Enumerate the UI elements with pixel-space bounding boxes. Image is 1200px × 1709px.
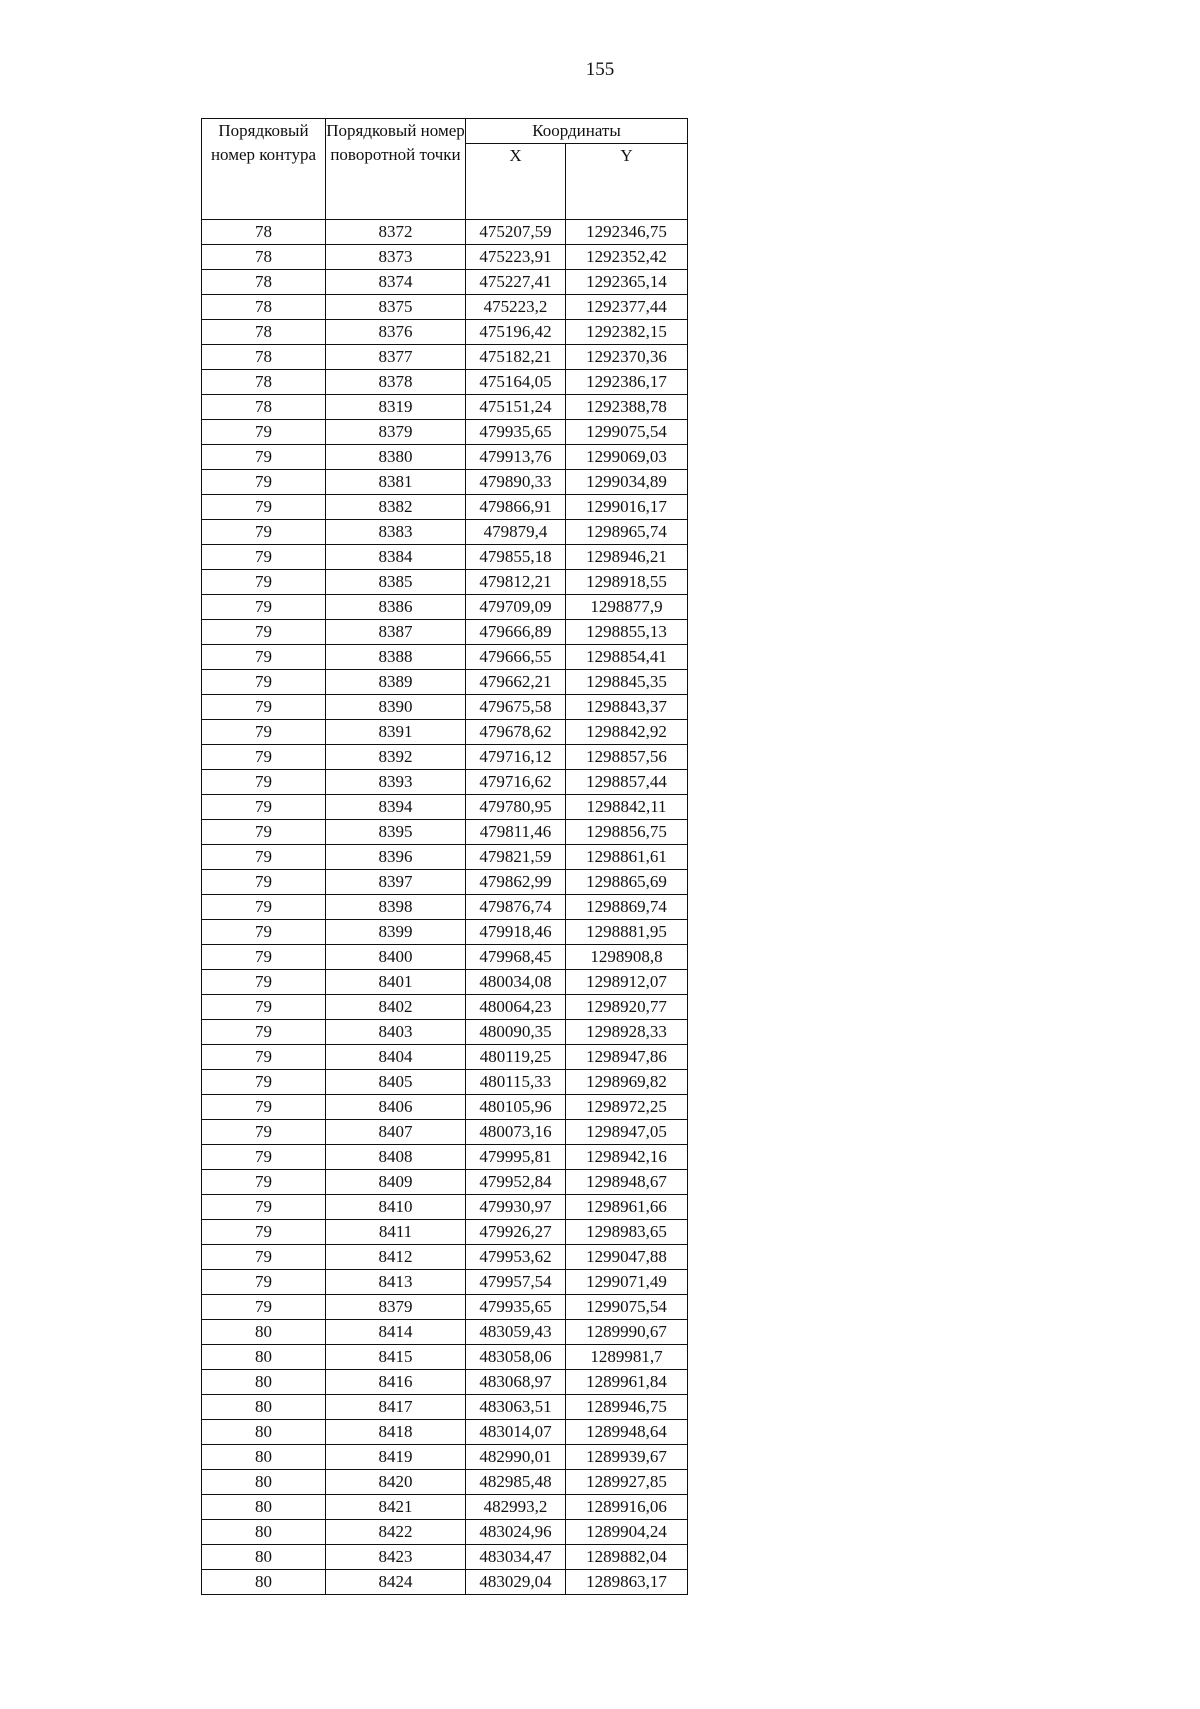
table-row — [202, 1220, 688, 1245]
cell-contour-number: 80 — [202, 1370, 326, 1395]
table-row — [202, 1345, 688, 1370]
cell-contour-number: 79 — [202, 1120, 326, 1145]
cell-contour-number: 78 — [202, 270, 326, 295]
cell-y: 1298877,9 — [566, 595, 688, 620]
cell-point-number: 8406 — [326, 1095, 466, 1120]
cell-point-number: 8382 — [326, 495, 466, 520]
cell-contour-number: 79 — [202, 770, 326, 795]
table-row — [202, 795, 688, 820]
cell-x: 479709,09 — [466, 595, 566, 620]
cell-x: 483059,43 — [466, 1320, 566, 1345]
cell-x: 479876,74 — [466, 895, 566, 920]
table-row — [202, 1395, 688, 1420]
cell-x: 480090,35 — [466, 1020, 566, 1045]
table-row — [202, 270, 688, 295]
cell-contour-number: 79 — [202, 695, 326, 720]
table-row — [202, 470, 688, 495]
cell-y: 1292386,17 — [566, 370, 688, 395]
cell-x: 479995,81 — [466, 1145, 566, 1170]
cell-contour-number: 80 — [202, 1345, 326, 1370]
cell-y: 1298845,35 — [566, 670, 688, 695]
cell-point-number: 8381 — [326, 470, 466, 495]
cell-point-number: 8378 — [326, 370, 466, 395]
cell-contour-number: 80 — [202, 1470, 326, 1495]
cell-x: 480064,23 — [466, 995, 566, 1020]
cell-contour-number: 80 — [202, 1420, 326, 1445]
cell-contour-number: 79 — [202, 495, 326, 520]
cell-y: 1299047,88 — [566, 1245, 688, 1270]
cell-x: 483058,06 — [466, 1345, 566, 1370]
cell-y: 1292365,14 — [566, 270, 688, 295]
cell-y: 1298856,75 — [566, 820, 688, 845]
cell-y: 1299069,03 — [566, 445, 688, 470]
table-header — [202, 119, 688, 220]
cell-x: 479879,4 — [466, 520, 566, 545]
cell-x: 479953,62 — [466, 1245, 566, 1270]
cell-x: 479913,76 — [466, 445, 566, 470]
cell-contour-number: 79 — [202, 1220, 326, 1245]
cell-point-number: 8416 — [326, 1370, 466, 1395]
cell-point-number: 8423 — [326, 1545, 466, 1570]
cell-contour-number: 79 — [202, 1070, 326, 1095]
cell-x: 483068,97 — [466, 1370, 566, 1395]
cell-x: 479662,21 — [466, 670, 566, 695]
cell-point-number: 8414 — [326, 1320, 466, 1345]
cell-y: 1298869,74 — [566, 895, 688, 920]
cell-contour-number: 79 — [202, 1270, 326, 1295]
cell-y: 1298918,55 — [566, 570, 688, 595]
cell-point-number: 8413 — [326, 1270, 466, 1295]
cell-contour-number: 79 — [202, 1170, 326, 1195]
cell-contour-number: 79 — [202, 1020, 326, 1045]
cell-y: 1289948,64 — [566, 1420, 688, 1445]
cell-point-number: 8383 — [326, 520, 466, 545]
cell-point-number: 8397 — [326, 870, 466, 895]
cell-point-number: 8386 — [326, 595, 466, 620]
table-row — [202, 520, 688, 545]
cell-x: 479952,84 — [466, 1170, 566, 1195]
cell-x: 479957,54 — [466, 1270, 566, 1295]
cell-x: 475196,42 — [466, 320, 566, 345]
table-row — [202, 695, 688, 720]
table-row — [202, 1495, 688, 1520]
cell-point-number: 8385 — [326, 570, 466, 595]
cell-point-number: 8394 — [326, 795, 466, 820]
cell-y: 1299075,54 — [566, 420, 688, 445]
cell-x: 475223,91 — [466, 245, 566, 270]
cell-y: 1292382,15 — [566, 320, 688, 345]
cell-contour-number: 79 — [202, 870, 326, 895]
table-row — [202, 570, 688, 595]
cell-y: 1298865,69 — [566, 870, 688, 895]
table-row — [202, 995, 688, 1020]
cell-y: 1298854,41 — [566, 645, 688, 670]
table-row — [202, 920, 688, 945]
cell-point-number: 8404 — [326, 1045, 466, 1070]
cell-contour-number: 79 — [202, 845, 326, 870]
table-row — [202, 1020, 688, 1045]
cell-contour-number: 79 — [202, 1095, 326, 1120]
table-row — [202, 1320, 688, 1345]
cell-point-number: 8424 — [326, 1570, 466, 1595]
cell-x: 482993,2 — [466, 1495, 566, 1520]
cell-point-number: 8407 — [326, 1120, 466, 1145]
cell-contour-number: 79 — [202, 570, 326, 595]
cell-y: 1298842,11 — [566, 795, 688, 820]
cell-x: 480115,33 — [466, 1070, 566, 1095]
cell-y: 1298855,13 — [566, 620, 688, 645]
cell-contour-number: 79 — [202, 920, 326, 945]
cell-contour-number: 79 — [202, 720, 326, 745]
cell-y: 1298843,37 — [566, 695, 688, 720]
cell-contour-number: 79 — [202, 545, 326, 570]
cell-x: 479890,33 — [466, 470, 566, 495]
cell-contour-number: 78 — [202, 220, 326, 245]
table-row — [202, 670, 688, 695]
cell-point-number: 8403 — [326, 1020, 466, 1045]
cell-point-number: 8396 — [326, 845, 466, 870]
cell-x: 479862,99 — [466, 870, 566, 895]
cell-y: 1298920,77 — [566, 995, 688, 1020]
cell-x: 483034,47 — [466, 1545, 566, 1570]
cell-point-number: 8419 — [326, 1445, 466, 1470]
cell-contour-number: 78 — [202, 245, 326, 270]
cell-y: 1292352,42 — [566, 245, 688, 270]
cell-point-number: 8393 — [326, 770, 466, 795]
table-body — [202, 220, 688, 1595]
cell-y: 1298912,07 — [566, 970, 688, 995]
cell-x: 483029,04 — [466, 1570, 566, 1595]
cell-contour-number: 79 — [202, 745, 326, 770]
cell-contour-number: 79 — [202, 945, 326, 970]
cell-contour-number: 80 — [202, 1570, 326, 1595]
table-row — [202, 970, 688, 995]
cell-point-number: 8422 — [326, 1520, 466, 1545]
cell-x: 479678,62 — [466, 720, 566, 745]
cell-x: 479666,89 — [466, 620, 566, 645]
table-row — [202, 1520, 688, 1545]
cell-point-number: 8415 — [326, 1345, 466, 1370]
cell-y: 1298881,95 — [566, 920, 688, 945]
cell-y: 1298947,86 — [566, 1045, 688, 1070]
cell-contour-number: 79 — [202, 445, 326, 470]
cell-x: 479812,21 — [466, 570, 566, 595]
cell-point-number: 8405 — [326, 1070, 466, 1095]
cell-y: 1289990,67 — [566, 1320, 688, 1345]
cell-contour-number: 79 — [202, 1195, 326, 1220]
cell-x: 479666,55 — [466, 645, 566, 670]
cell-point-number: 8377 — [326, 345, 466, 370]
cell-contour-number: 79 — [202, 620, 326, 645]
cell-y: 1298842,92 — [566, 720, 688, 745]
cell-point-number: 8379 — [326, 1295, 466, 1320]
cell-contour-number: 79 — [202, 795, 326, 820]
cell-y: 1289927,85 — [566, 1470, 688, 1495]
cell-contour-number: 78 — [202, 395, 326, 420]
cell-contour-number: 79 — [202, 1145, 326, 1170]
header-coordinates: Координаты — [466, 119, 688, 144]
table-row — [202, 820, 688, 845]
cell-y: 1298972,25 — [566, 1095, 688, 1120]
cell-contour-number: 79 — [202, 1245, 326, 1270]
cell-point-number: 8417 — [326, 1395, 466, 1420]
table-row — [202, 1070, 688, 1095]
cell-contour-number: 79 — [202, 895, 326, 920]
cell-point-number: 8411 — [326, 1220, 466, 1245]
cell-point-number: 8409 — [326, 1170, 466, 1195]
table-row — [202, 645, 688, 670]
header-contour-number: Порядковый номер контура — [202, 119, 326, 220]
table-row — [202, 895, 688, 920]
cell-point-number: 8418 — [326, 1420, 466, 1445]
table-row — [202, 295, 688, 320]
cell-x: 480105,96 — [466, 1095, 566, 1120]
cell-contour-number: 79 — [202, 820, 326, 845]
table-row — [202, 495, 688, 520]
cell-y: 1289916,06 — [566, 1495, 688, 1520]
cell-y: 1298983,65 — [566, 1220, 688, 1245]
cell-point-number: 8373 — [326, 245, 466, 270]
cell-contour-number: 79 — [202, 520, 326, 545]
cell-contour-number: 79 — [202, 420, 326, 445]
table-row — [202, 745, 688, 770]
cell-y: 1292346,75 — [566, 220, 688, 245]
cell-x: 479866,91 — [466, 495, 566, 520]
cell-contour-number: 78 — [202, 345, 326, 370]
cell-y: 1298942,16 — [566, 1145, 688, 1170]
table-row — [202, 720, 688, 745]
cell-point-number: 8372 — [326, 220, 466, 245]
cell-x: 479935,65 — [466, 420, 566, 445]
table-row — [202, 1195, 688, 1220]
table-row — [202, 945, 688, 970]
cell-contour-number: 78 — [202, 320, 326, 345]
page-number: 155 — [585, 59, 615, 80]
table-row — [202, 770, 688, 795]
table-row — [202, 1420, 688, 1445]
cell-x: 475164,05 — [466, 370, 566, 395]
cell-point-number: 8392 — [326, 745, 466, 770]
table-row — [202, 1470, 688, 1495]
cell-y: 1298946,21 — [566, 545, 688, 570]
cell-contour-number: 80 — [202, 1395, 326, 1420]
cell-point-number: 8380 — [326, 445, 466, 470]
cell-x: 479855,18 — [466, 545, 566, 570]
table-row — [202, 1045, 688, 1070]
table-row — [202, 1370, 688, 1395]
cell-x: 479926,27 — [466, 1220, 566, 1245]
cell-y: 1289904,24 — [566, 1520, 688, 1545]
cell-contour-number: 79 — [202, 595, 326, 620]
table-row — [202, 545, 688, 570]
header-point-number: Порядковый номер поворотной точки — [326, 119, 466, 220]
cell-x: 479811,46 — [466, 820, 566, 845]
table-row — [202, 595, 688, 620]
cell-y: 1298861,61 — [566, 845, 688, 870]
cell-point-number: 8379 — [326, 420, 466, 445]
table-row — [202, 1170, 688, 1195]
cell-y: 1298961,66 — [566, 1195, 688, 1220]
cell-point-number: 8412 — [326, 1245, 466, 1270]
table-row — [202, 620, 688, 645]
cell-x: 482985,48 — [466, 1470, 566, 1495]
cell-contour-number: 80 — [202, 1545, 326, 1570]
cell-contour-number: 79 — [202, 670, 326, 695]
cell-contour-number: 79 — [202, 995, 326, 1020]
cell-contour-number: 79 — [202, 970, 326, 995]
cell-y: 1299075,54 — [566, 1295, 688, 1320]
cell-x: 483014,07 — [466, 1420, 566, 1445]
cell-x: 483024,96 — [466, 1520, 566, 1545]
table-row — [202, 420, 688, 445]
cell-contour-number: 79 — [202, 645, 326, 670]
cell-y: 1292388,78 — [566, 395, 688, 420]
cell-x: 482990,01 — [466, 1445, 566, 1470]
table-row — [202, 870, 688, 895]
cell-x: 475223,2 — [466, 295, 566, 320]
cell-point-number: 8420 — [326, 1470, 466, 1495]
cell-y: 1289882,04 — [566, 1545, 688, 1570]
cell-point-number: 8399 — [326, 920, 466, 945]
cell-point-number: 8395 — [326, 820, 466, 845]
cell-contour-number: 78 — [202, 370, 326, 395]
cell-y: 1299034,89 — [566, 470, 688, 495]
cell-x: 475227,41 — [466, 270, 566, 295]
cell-y: 1298948,67 — [566, 1170, 688, 1195]
cell-x: 479716,62 — [466, 770, 566, 795]
cell-y: 1289946,75 — [566, 1395, 688, 1420]
cell-point-number: 8401 — [326, 970, 466, 995]
cell-x: 479930,97 — [466, 1195, 566, 1220]
cell-y: 1298965,74 — [566, 520, 688, 545]
table-row — [202, 395, 688, 420]
cell-point-number: 8400 — [326, 945, 466, 970]
cell-point-number: 8374 — [326, 270, 466, 295]
table-row — [202, 1270, 688, 1295]
header-x: X — [466, 144, 566, 220]
table-row — [202, 1245, 688, 1270]
table-row — [202, 1570, 688, 1595]
cell-x: 479821,59 — [466, 845, 566, 870]
cell-contour-number: 80 — [202, 1445, 326, 1470]
cell-y: 1298908,8 — [566, 945, 688, 970]
cell-x: 479675,58 — [466, 695, 566, 720]
cell-point-number: 8410 — [326, 1195, 466, 1220]
table-row — [202, 345, 688, 370]
table-row — [202, 445, 688, 470]
cell-point-number: 8384 — [326, 545, 466, 570]
coordinates-table — [201, 118, 688, 1595]
cell-contour-number: 79 — [202, 1295, 326, 1320]
cell-x: 475151,24 — [466, 395, 566, 420]
table-row — [202, 1445, 688, 1470]
table-row — [202, 1095, 688, 1120]
cell-x: 480073,16 — [466, 1120, 566, 1145]
cell-point-number: 8375 — [326, 295, 466, 320]
table-row — [202, 845, 688, 870]
cell-y: 1298969,82 — [566, 1070, 688, 1095]
cell-x: 483063,51 — [466, 1395, 566, 1420]
cell-point-number: 8408 — [326, 1145, 466, 1170]
cell-y: 1289863,17 — [566, 1570, 688, 1595]
cell-point-number: 8390 — [326, 695, 466, 720]
cell-point-number: 8391 — [326, 720, 466, 745]
cell-x: 480034,08 — [466, 970, 566, 995]
table-row — [202, 220, 688, 245]
cell-y: 1298857,44 — [566, 770, 688, 795]
cell-x: 475207,59 — [466, 220, 566, 245]
table-row — [202, 1545, 688, 1570]
cell-contour-number: 80 — [202, 1495, 326, 1520]
cell-x: 479935,65 — [466, 1295, 566, 1320]
cell-x: 479780,95 — [466, 795, 566, 820]
cell-point-number: 8402 — [326, 995, 466, 1020]
cell-point-number: 8387 — [326, 620, 466, 645]
cell-point-number: 8376 — [326, 320, 466, 345]
cell-y: 1292377,44 — [566, 295, 688, 320]
cell-y: 1298928,33 — [566, 1020, 688, 1045]
table-row — [202, 1145, 688, 1170]
cell-point-number: 8398 — [326, 895, 466, 920]
table-row — [202, 245, 688, 270]
cell-point-number: 8319 — [326, 395, 466, 420]
table-row — [202, 370, 688, 395]
cell-y: 1289981,7 — [566, 1345, 688, 1370]
table-row — [202, 320, 688, 345]
table-row — [202, 1120, 688, 1145]
cell-x: 479918,46 — [466, 920, 566, 945]
cell-contour-number: 78 — [202, 295, 326, 320]
cell-x: 479716,12 — [466, 745, 566, 770]
cell-point-number: 8388 — [326, 645, 466, 670]
cell-contour-number: 79 — [202, 470, 326, 495]
table-row — [202, 1295, 688, 1320]
header-y: Y — [566, 144, 688, 220]
cell-x: 480119,25 — [466, 1045, 566, 1070]
cell-point-number: 8389 — [326, 670, 466, 695]
cell-point-number: 8421 — [326, 1495, 466, 1520]
cell-contour-number: 80 — [202, 1520, 326, 1545]
cell-y: 1289939,67 — [566, 1445, 688, 1470]
cell-y: 1298857,56 — [566, 745, 688, 770]
cell-x: 479968,45 — [466, 945, 566, 970]
cell-contour-number: 80 — [202, 1320, 326, 1345]
cell-y: 1289961,84 — [566, 1370, 688, 1395]
cell-y: 1299016,17 — [566, 495, 688, 520]
cell-contour-number: 79 — [202, 1045, 326, 1070]
cell-y: 1299071,49 — [566, 1270, 688, 1295]
cell-y: 1298947,05 — [566, 1120, 688, 1145]
cell-y: 1292370,36 — [566, 345, 688, 370]
cell-x: 475182,21 — [466, 345, 566, 370]
